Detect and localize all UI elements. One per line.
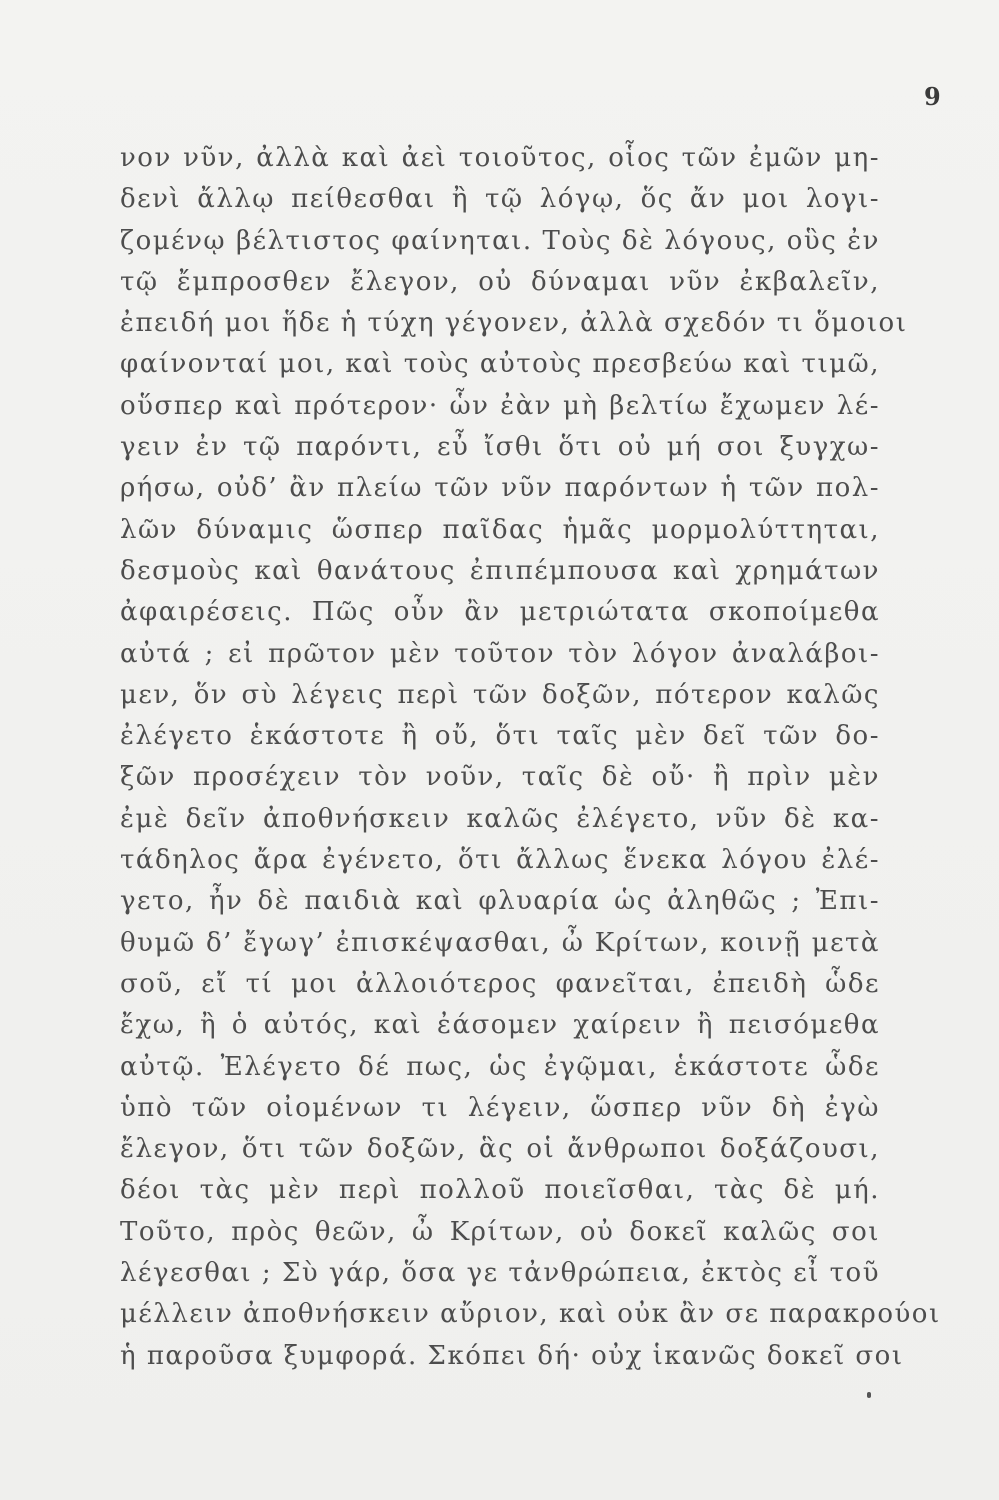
text-line: ἡ παροῦσα ξυμφορά. Σκόπει δή· οὐχ ἱκανῶς δοκεῖ σοι bbox=[120, 1340, 904, 1371]
text-line: μεν, ὅν σὺ λέγεις περὶ τῶν δοξῶν, πότερον καλῶς bbox=[120, 679, 880, 710]
text-line: μέλλειν ἀποθνήσκειν αὔριον, καὶ οὐκ ἂν σε παρακρούοι bbox=[120, 1299, 941, 1330]
text-line: οὕσπερ καὶ πρότερον· ὧν ἐὰν μὴ βελτίω ἔχωμεν λέ- bbox=[120, 390, 880, 421]
text-line: ξῶν προσέχειν τὸν νοῦν, ταῖς δὲ οὔ· ἢ πρὶν μὲν bbox=[120, 762, 880, 793]
text-line: γειν ἐν τῷ παρόντι, εὖ ἴσθι ὅτι οὐ μή σοι ξυγχω- bbox=[120, 432, 880, 463]
text-line: ρήσω, οὐδ’ ἂν πλείω τῶν νῦν παρόντων ἡ τῶν πολ- bbox=[120, 473, 880, 504]
text-line: δεσμοὺς καὶ θανάτους ἐπιπέμπουσα καὶ χρημάτων bbox=[120, 555, 880, 586]
text-line: Τοῦτο, πρὸς θεῶν, ὦ Κρίτων, οὐ δοκεῖ καλῶς σοι bbox=[120, 1216, 880, 1247]
text-line: φαίνονταί μοι, καὶ τοὺς αὐτοὺς πρεσβεύω καὶ τιμῶ, bbox=[120, 349, 880, 380]
text-line: ἀφαιρέσεις. Πῶς οὖν ἂν μετριώτατα σκοποίμεθα bbox=[120, 597, 880, 628]
page-number: 9 bbox=[924, 82, 941, 111]
text-line: ὑπὸ τῶν οἰομένων τι λέγειν, ὥσπερ νῦν δὴ ἐγὼ bbox=[120, 1092, 880, 1123]
text-line: ἔχω, ἢ ὁ αὐτός, καὶ ἐάσομεν χαίρειν ἢ πεισόμεθα bbox=[120, 1010, 880, 1041]
text-line: ἐπειδή μοι ἥδε ἡ τύχη γέγονεν, ἀλλὰ σχεδόν τι ὅμοιοι bbox=[120, 308, 908, 339]
greek-text-body bbox=[120, 138, 941, 1377]
text-line: λέγεσθαι ; Σὺ γάρ, ὅσα γε τἀνθρώπεια, ἐκτὸς εἶ τοῦ bbox=[120, 1258, 880, 1289]
text-line: ἐμὲ δεῖν ἀποθνήσκειν καλῶς ἐλέγετο, νῦν δὲ κα- bbox=[120, 803, 880, 834]
text-line: αὐτά ; εἰ πρῶτον μὲν τοῦτον τὸν λόγον ἀναλάβοι- bbox=[120, 638, 880, 669]
text-line: γετο, ἦν δὲ παιδιὰ καὶ φλυαρία ὡς ἀληθῶς ; Ἐπι- bbox=[120, 886, 880, 917]
text-line: τάδηλος ἄρα ἐγένετο, ὅτι ἄλλως ἕνεκα λόγου ἐλέ- bbox=[120, 845, 880, 876]
text-line: τῷ ἔμπροσθεν ἔλεγον, οὐ δύναμαι νῦν ἐκβαλεῖν, bbox=[120, 266, 880, 297]
text-line: νον νῦν, ἀλλὰ καὶ ἀεὶ τοιοῦτος, οἷος τῶν ἐμῶν μη- bbox=[120, 143, 880, 173]
text-line: λῶν δύναμις ὥσπερ παῖδας ἡμᾶς μορμολύττηται, bbox=[120, 514, 880, 545]
text-line: δενὶ ἄλλῳ πείθεσθαι ἢ τῷ λόγῳ, ὅς ἄν μοι λογι- bbox=[120, 184, 880, 215]
text-line: ἔλεγον, ὅτι τῶν δοξῶν, ἃς οἱ ἄνθρωποι δοξάζουσι, bbox=[120, 1134, 880, 1165]
ink-speck bbox=[867, 1392, 871, 1398]
text-line: ζομένῳ βέλτιστος φαίνηται. Τοὺς δὲ λόγους, οὓς ἐν bbox=[120, 225, 880, 256]
text-line: δέοι τὰς μὲν περὶ πολλοῦ ποιεῖσθαι, τὰς δὲ μή. bbox=[120, 1175, 880, 1206]
text-line: ἐλέγετο ἑκάστοτε ἢ οὔ, ὅτι ταῖς μὲν δεῖ τῶν δο- bbox=[120, 721, 880, 752]
text-line: αὐτῷ. Ἐλέγετο δέ πως, ὡς ἐγῷμαι, ἑκάστοτε ὧδε bbox=[120, 1051, 880, 1082]
text-line: σοῦ, εἴ τί μοι ἀλλοιότερος φανεῖται, ἐπειδὴ ὧδε bbox=[120, 968, 880, 999]
text-line: θυμῶ δ’ ἔγωγ’ ἐπισκέψασθαι, ὦ Κρίτων, κοινῇ μετὰ bbox=[120, 927, 880, 958]
